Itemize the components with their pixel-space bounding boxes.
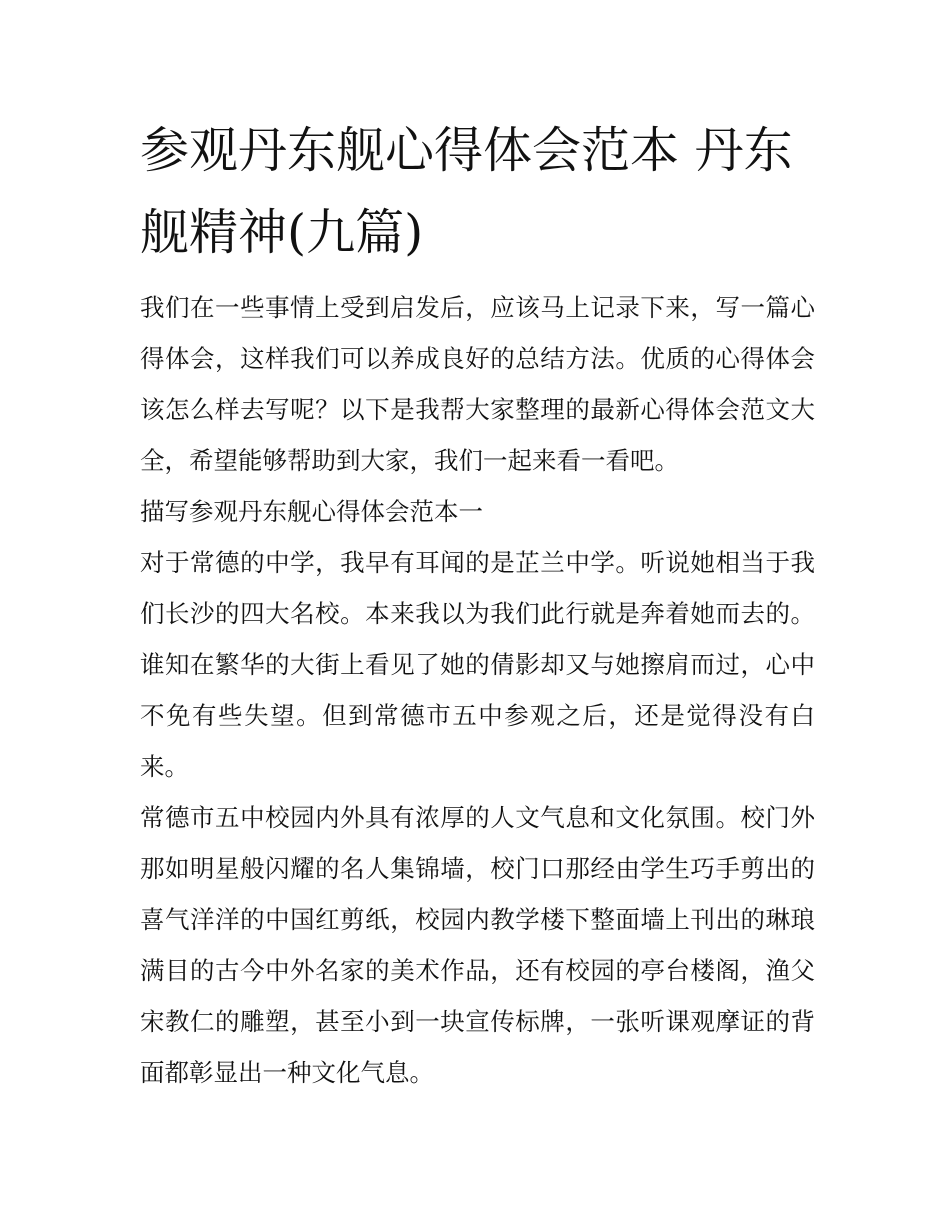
document-page [140,110,815,1098]
document-title: 参观丹东舰心得体会范本 丹东舰精神(九篇) [140,122,793,261]
intro-paragraph: 我们在一些事情上受到启发后，应该马上记录下来，写一篇心得体会，这样我们可以养成良好的总结方法。优质的心得体会该怎么样去写呢？以下是我帮大家整理的最新心得体会范文大全，希望能够帮助到大家，我们一起来看一看吧。 [140,293,815,475]
body-paragraph-2: 常德市五中校园内外具有浓厚的人文气息和文化氛围。校门外那如明星般闪耀的名人集锦墙，校门口那经由学生巧手剪出的喜气洋洋的中国红剪纸，校园内教学楼下整面墙上刊出的琳琅满目的古今中外名家的美术作品，还有校园的亭台楼阁，渔父宋教仁的雕塑，甚至小到一块宣传标牌，一张听课观摩证的背面都彰显出一种文化气息。 [140,803,815,1087]
body-paragraph-1: 对于常德的中学，我早有耳闻的是芷兰中学。听说她相当于我们长沙的四大名校。本来我以为我们此行就是奔着她而去的。谁知在繁华的大街上看见了她的倩影却又与她擦肩而过，心中不免有些失望。但到常德市五中参观之后，还是觉得没有白来。 [140,548,815,781]
section-heading: 描写参观丹东舰心得体会范本一 [140,497,483,526]
